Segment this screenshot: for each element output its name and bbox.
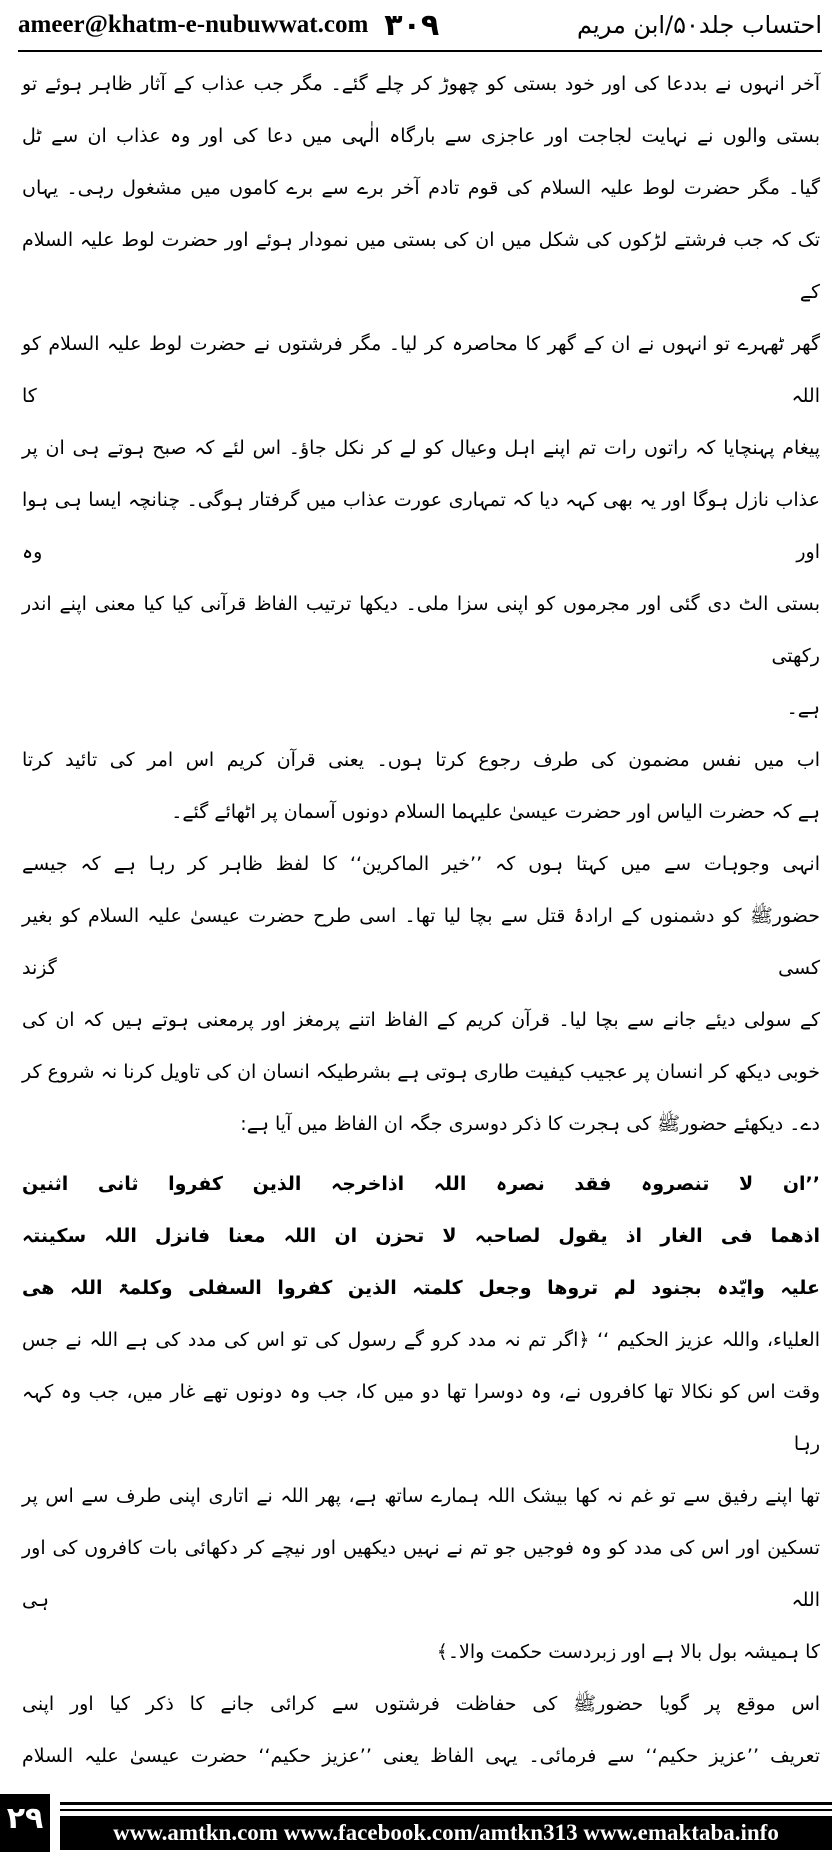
text-line: پیغام پہنچایا کہ راتوں رات تم اپنے اہل وعیال کو لے کر نکل جاؤ۔ اس لئے کہ صبح ہوتے ہی ان پر bbox=[22, 437, 820, 459]
text-line: خوبی دیکھ کر انسان پر عجیب کیفیت طاری ہوتی ہے بشرطیکہ انسان ان کی تاویل کرنا نہ شروع کر bbox=[22, 1061, 820, 1083]
text-line: عذاب نازل ہوگا اور یہ بھی کہہ دیا کہ تمہاری عورت عذاب میں گرفتار ہوگی۔ چنانچہ ایسا ہی ہوا اور وہ bbox=[22, 489, 820, 563]
text-line: العلیاء، واللہ عزیز الحکیم ‘‘ ﴿اگر تم نہ مدد کرو گے رسول کی تو اس کی مدد کی ہے اللہ نے جس bbox=[22, 1329, 820, 1351]
text-line: کا ہمیشہ بول بالا ہے اور زبردست حکمت والا۔﴾ bbox=[436, 1641, 820, 1663]
text-line: بستی والوں نے نہایت لجاجت اور عاجزی سے بارگاہ الٰہی میں دعا کی اور وہ عذاب ان سے ٹل bbox=[22, 125, 820, 147]
page-header bbox=[18, 0, 822, 52]
text-line: آخر انہوں نے بددعا کی اور خود بستی کو چھوڑ کر چلے گئے۔ مگر جب عذاب کے آثار ظاہر ہوئے تو bbox=[22, 73, 820, 95]
text-line: تعریف ’’عزیز حکیم‘‘ سے فرمائی۔ یہی الفاظ یعنی ’’عزیز حکیم‘‘ حضرت عیسیٰ علیہ السلام bbox=[22, 1745, 820, 1767]
footer-rule bbox=[60, 1802, 832, 1805]
text-line: تسکین اور اس کی مدد کو وہ فوجیں جو تم نے نہیں دیکھیں اور نیچے کر دکھائی بات کافروں کی اور اللہ ہی bbox=[22, 1537, 820, 1611]
footer-rule bbox=[60, 1809, 832, 1811]
text-line: ہے۔ bbox=[786, 697, 820, 719]
text-line: بستی الٹ دی گئی اور مجرموں کو اپنی سزا ملی۔ دیکھا ترتیب الفاظ قرآنی کیا کیا معنی اپنے اندر رکھتی bbox=[22, 593, 820, 667]
text-line: حضورﷺ کو دشمنوں کے ارادۂ قتل سے بچا لیا تھا۔ اسی طرح حضرت عیسیٰ علیہ السلام کو بغیر کسی گزند bbox=[22, 905, 820, 979]
header-left bbox=[18, 8, 439, 43]
text-line: انہی وجوہات سے میں کہتا ہوں کہ ’’خیر الماکرین‘‘ کا لفظ ظاہر کر رہا ہے کہ جیسے bbox=[22, 853, 820, 875]
footer-page-number: ۲۹ bbox=[0, 1794, 50, 1852]
text-line: تھا اپنے رفیق سے تو غم نہ کھا بیشک اللہ ہمارے ساتھ ہے، پھر اللہ نے اتاری اپنی طرف سے اس پر bbox=[22, 1485, 820, 1507]
text-line: وقت اس کو نکالا تھا کافروں نے، وہ دوسرا تھا دو میں کا، جب وہ دونوں تھے غار میں، جب وہ کہہ رہا bbox=[22, 1381, 820, 1455]
text-line: گھر ٹھہرے تو انہوں نے ان کے گھر کا محاصرہ کر لیا۔ مگر فرشتوں نے حضرت لوط علیہ السلام کو اللہ کا bbox=[22, 333, 820, 407]
text-line: تک کہ جب فرشتے لڑکوں کی شکل میں ان کی بستی میں نمودار ہوئے اور حضرت لوط علیہ السلام کے bbox=[22, 229, 820, 303]
quran-verse-line: ’’ان لا تنصروہ فقد نصرہ اللہ اذاخرجہ الذین کفروا ثانی اثنین bbox=[22, 1173, 820, 1195]
page-body bbox=[22, 58, 820, 1782]
text-line: اس موقع پر گویا حضورﷺ کی حفاظت فرشتوں سے کرائی جانے کا ذکر کیا اور اپنی bbox=[22, 1693, 820, 1715]
text-line: کے سولی دیئے جانے سے بچا لیا۔ قرآن کریم کے الفاظ اتنے پرمغز اور پرمعنی ہوتے ہیں کہ ان کی bbox=[22, 1009, 820, 1031]
quran-verse-line: علیہ وایّدہ بجنود لم تروھا وجعل کلمتہ الذین کفروا السفلی وکلمۃ اللہ ھی bbox=[22, 1277, 820, 1299]
text-line: گیا۔ مگر حضرت لوط علیہ السلام کی قوم تادم آخر برے سے برے کاموں میں مشغول رہی۔ یہاں bbox=[22, 177, 820, 199]
footer-links: www.amtkn.com www.facebook.com/amtkn313 www.emaktaba.info bbox=[60, 1816, 832, 1850]
header-email: ameer@khatm-e-nubuwwat.com bbox=[18, 11, 369, 38]
quran-verse-line: اذھما فی الغار اذ یقول لصاحبہ لا تحزن ان اللہ معنا فانزل اللہ سکینتہ bbox=[22, 1225, 820, 1247]
header-page-number: ۳۰۹ bbox=[384, 7, 440, 43]
text-line: ہے کہ حضرت الیاس اور حضرت عیسیٰ علیہما السلام دونوں آسمان پر اٹھائے گئے۔ bbox=[171, 801, 820, 823]
text-line: دے۔ دیکھئے حضورﷺ کی ہجرت کا ذکر دوسری جگہ ان الفاظ میں آیا ہے: bbox=[240, 1113, 820, 1135]
header-book-title: احتساب جلد۵۰/ابن مریم bbox=[577, 11, 822, 39]
text-line: اب میں نفس مضمون کی طرف رجوع کرتا ہوں۔ یعنی قرآن کریم اس امر کی تائید کرتا bbox=[22, 749, 820, 771]
page-footer bbox=[0, 1794, 840, 1852]
